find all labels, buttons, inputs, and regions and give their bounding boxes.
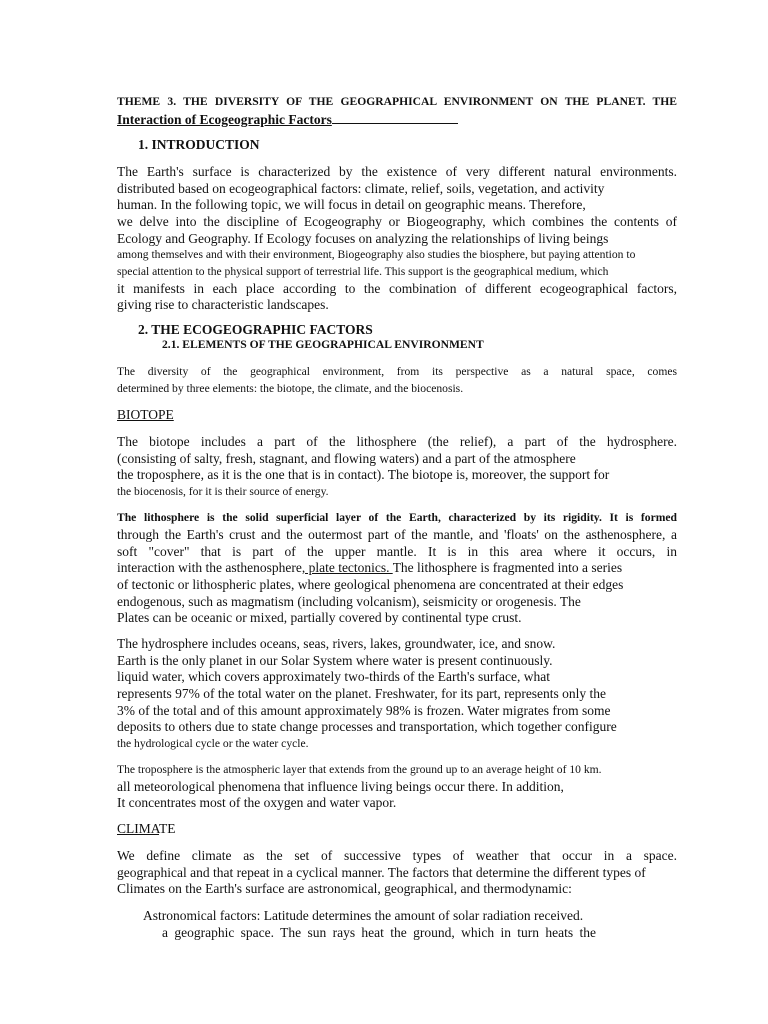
troposphere-line: all meteorological phenomena that influence living beings occur there. In addition, — [117, 779, 564, 794]
biotope-line: (consisting of salty, fresh, stagnant, and flowing waters) and a part of the atmosphere — [117, 451, 576, 466]
hydrosphere-line: Earth is the only planet in our Solar System where water is present continuously. — [117, 653, 553, 668]
theme-subtitle: Interaction of Ecogeographic Factors — [117, 112, 332, 127]
intro-line: giving rise to characteristic landscapes. — [117, 297, 329, 312]
theme-title: THEME 3. THE DIVERSITY OF THE GEOGRAPHICAL ENVIRONMENT ON THE PLANET. THE — [117, 95, 677, 108]
lithosphere-line: of tectonic or lithospheric plates, where geological phenomena are concentrated at their edges — [117, 577, 624, 592]
biotope-heading: BIOTOPE — [117, 407, 174, 422]
lithosphere-bold-line: The lithosphere is the solid superficial layer of the Earth, characterized by its rigidity. It is formed — [117, 511, 677, 524]
plate-tectonics-text: , plate tectonics. — [301, 560, 393, 575]
lithosphere-line: soft "cover" that is part of the upper mantle. It is in this area where it occurs, in — [117, 544, 677, 559]
hydrosphere-line: liquid water, which covers approximately two-thirds of the Earth's surface, what — [117, 669, 551, 684]
hydrosphere-line: the hydrological cycle or the water cycle. — [117, 737, 309, 750]
lithosphere-line: through the Earth's crust and the outermost part of the mantle, and 'floats' on the asthenosphere, a — [117, 527, 677, 542]
intro-line: we delve into the discipline of Ecogeography or Biogeography, which combines the contents of — [117, 214, 677, 229]
intro-line: The Earth's surface is characterized by the existence of very different natural environments. — [117, 164, 677, 179]
intro-line: among themselves and with their environment, Biogeography also studies the biosphere, but paying attention to — [117, 248, 636, 261]
troposphere-line: The troposphere is the atmospheric layer that extends from the ground up to an average height of 10 km. — [117, 763, 602, 776]
intro-line: it manifests in each place according to the combination of different ecogeographical factors, — [117, 281, 677, 296]
lithosphere-line — [117, 560, 622, 576]
climate-line: geographical and that repeat in a cyclical manner. The factors that determine the different types of — [117, 865, 646, 880]
intro-line: Ecology and Geography. If Ecology focuses on analyzing the relationships of living beings — [117, 231, 609, 246]
biotope-line: the troposphere, as it is the one that is in contact). The biotope is, moreover, the support for — [117, 467, 610, 482]
lithosphere-text: interaction with the asthenosphere — [117, 560, 302, 575]
climate-line: Climates on the Earth's surface are astronomical, geographical, and thermodynamic: — [117, 881, 572, 896]
climate-heading-rest: TE — [159, 821, 176, 836]
troposphere-line: It concentrates most of the oxygen and water vapor. — [117, 795, 397, 810]
elements-line: determined by three elements: the biotope, the climate, and the biocenosis. — [117, 382, 464, 395]
lithosphere-line: Plates can be oceanic or mixed, partially covered by continental type crust. — [117, 610, 522, 625]
bullet-item — [143, 908, 583, 924]
climate-heading-underlined: CLIMA — [117, 821, 160, 836]
intro-line: human. In the following topic, we will focus in detail on geographic means. Therefore, — [117, 197, 586, 212]
hydrosphere-line: The hydrosphere includes oceans, seas, rivers, lakes, groundwater, ice, and snow. — [117, 636, 556, 651]
intro-line: special attention to the physical support of terrestrial life. This support is the geographical medium, which — [117, 265, 609, 278]
biotope-line: The biotope includes a part of the lithosphere (the relief), a part of the hydrosphere. — [117, 434, 677, 449]
theme-subtitle-line — [117, 111, 458, 128]
section1-heading: 1. INTRODUCTION — [138, 137, 260, 152]
intro-line: distributed based on ecogeographical factors: climate, relief, soils, vegetation, and activity — [117, 181, 605, 196]
hydrosphere-line: 3% of the total and of this amount approximately 98% is frozen. Water migrates from some — [117, 703, 611, 718]
lithosphere-text: The lithosphere is fragmented into a series — [392, 560, 623, 575]
bullet-text: Astronomical factors: Latitude determines the amount of solar radiation received. — [143, 908, 584, 923]
hydrosphere-line: deposits to others due to state change processes and transportation, which together configure — [117, 719, 617, 734]
section2-heading: 2. THE ECOGEOGRAPHIC FACTORS — [138, 322, 373, 337]
elements-line: The diversity of the geographical environment, from its perspective as a natural space, comes — [117, 365, 677, 378]
hydrosphere-line: represents 97% of the total water on the planet. Freshwater, for its part, represents only the — [117, 686, 607, 701]
lithosphere-line: endogenous, such as magmatism (including volcanism), seismicity or orogenesis. The — [117, 594, 581, 609]
climate-line: We define climate as the set of successive types of weather that occur in a space. — [117, 848, 677, 863]
bullet-continuation: a geographic space. The sun rays heat the ground, which in turn heats the — [162, 925, 596, 940]
subtitle-underline-rule — [332, 111, 458, 124]
biotope-line: the biocenosis, for it is their source of energy. — [117, 485, 329, 498]
section2-subheading: 2.1. ELEMENTS OF THE GEOGRAPHICAL ENVIRONMENT — [162, 338, 484, 351]
climate-heading — [117, 821, 176, 837]
